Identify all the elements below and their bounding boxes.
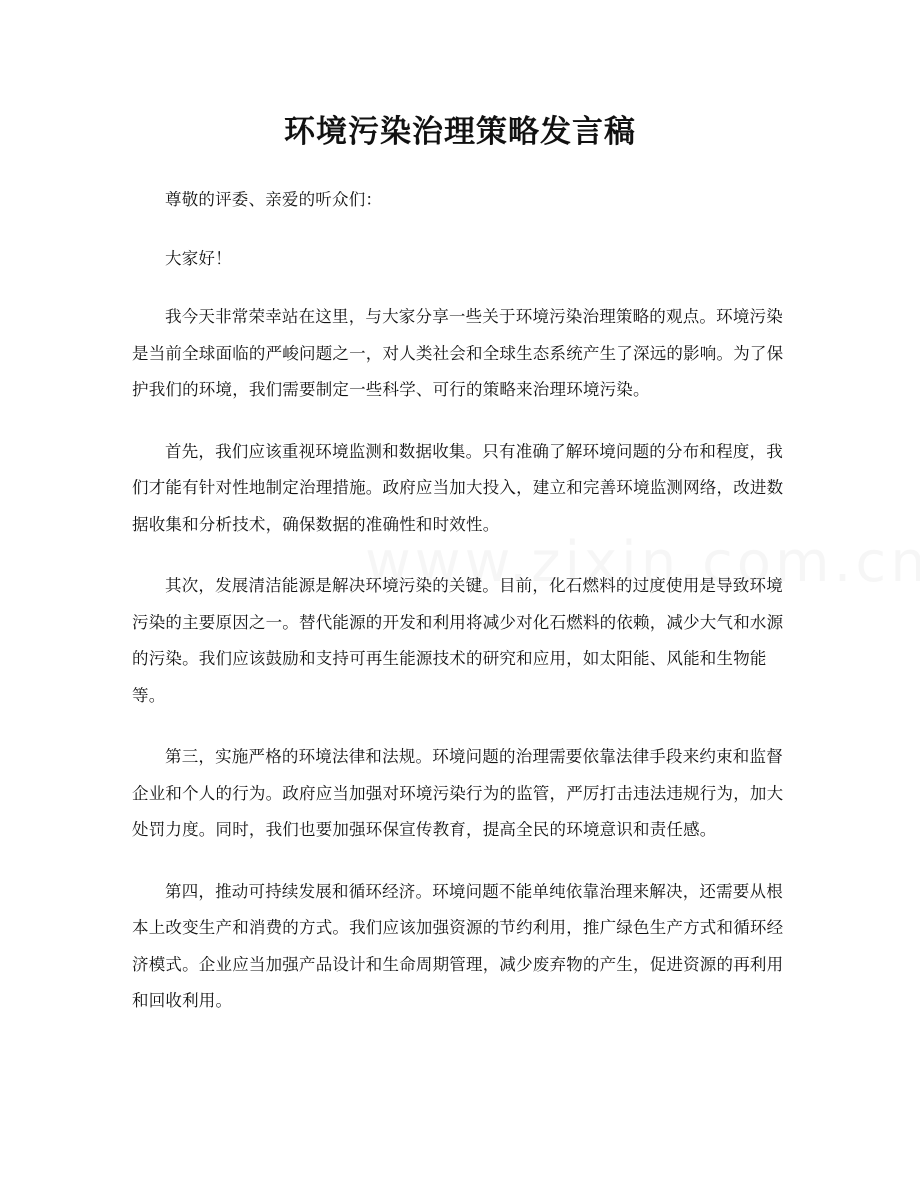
document-title: 环境污染治理策略发言稿 bbox=[284, 114, 636, 150]
paragraph-third: 第三，实施严格的环境法律和法规。环境问题的治理需要依靠法律手段来约束和监督企业和个人的行为。政府应当加强对环境污染行为的监管，严厉打击违法违规行为，加大处罚力度。同时，我们也要加强环保宣传教育，提高全民的环境意识和责任感。 bbox=[132, 747, 784, 839]
paragraph-first: 首先，我们应该重视环境监测和数据收集。只有准确了解环境问题的分布和程度，我们才能有针对性地制定治理措施。政府应当加大投入，建立和完善环境监测网络，改进数据收集和分析技术，确保数据的准确性和时效性。 bbox=[132, 441, 784, 534]
salutation: 尊敬的评委、亲爱的听众们： bbox=[165, 190, 383, 209]
greeting: 大家好！ bbox=[165, 248, 232, 268]
document-body bbox=[132, 182, 792, 1045]
paragraph-fourth: 第四，推动可持续发展和循环经济。环境问题不能单纯依靠治理来解决，还需要从根本上改变生产和消费的方式。我们应该加强资源的节约利用，推广绿色生产方式和循环经济模式。企业应当加强产品设计和生命周期管理，减少废弃物的产生，促进资源的再利用和回收利用。 bbox=[132, 881, 784, 1010]
paragraph-intro: 我今天非常荣幸站在这里，与大家分享一些关于环境污染治理策略的观点。环境污染是当前全球面临的严峻问题之一，对人类社会和全球生态系统产生了深远的影响。为了保护我们的环境，我们需要制定一些科学、可行的策略来治理环境污染。 bbox=[132, 307, 784, 399]
paragraph-second: 其次，发展清洁能源是解决环境污染的关键。目前，化石燃料的过度使用是导致环境污染的主要原因之一。替代能源的开发和利用将减少对化石燃料的依赖，减少大气和水源的污染。我们应该鼓励和支持可再生能源技术的研究和应用，如太阳能、风能和生物能等。 bbox=[132, 576, 784, 705]
